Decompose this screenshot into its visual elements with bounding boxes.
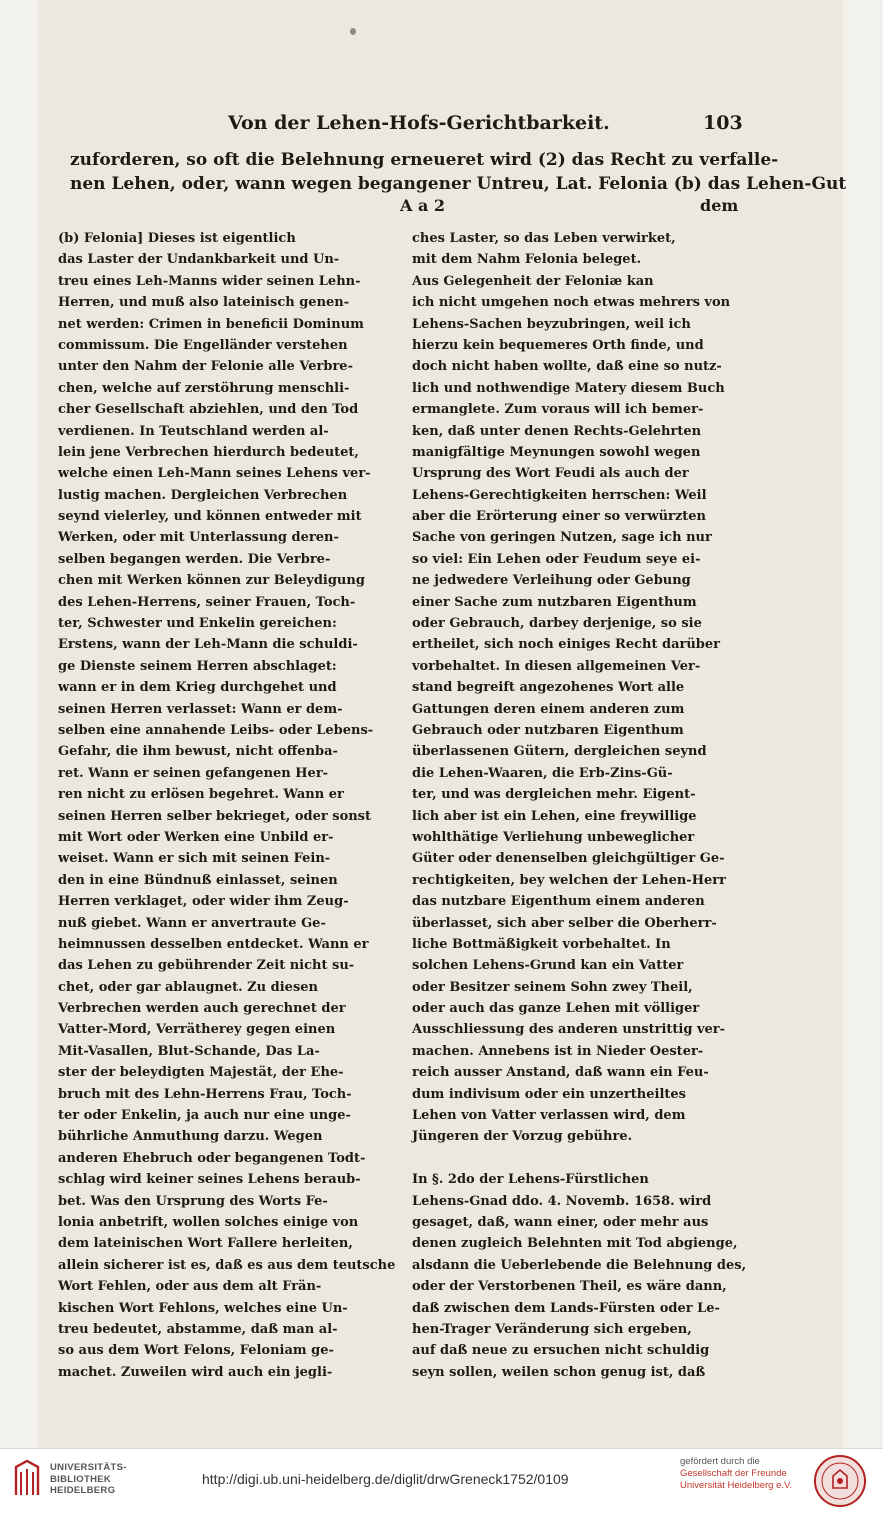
text-line: Ursprung des Wort Feudi als auch der bbox=[412, 466, 689, 482]
text-line: Sache von geringen Nutzen, sage ich nur bbox=[412, 530, 712, 546]
catchword: dem bbox=[700, 196, 739, 215]
sponsor-line: Gesellschaft der Freunde bbox=[680, 1468, 787, 1479]
university-seal-icon bbox=[813, 1454, 867, 1508]
text-line: chen, welche auf zerstöhrung menschli- bbox=[58, 380, 350, 396]
text-line: ken, daß unter denen Rechts-Gelehrten bbox=[412, 423, 702, 439]
text-line: ster der beleydigten Majestät, der Ehe- bbox=[58, 1065, 344, 1081]
text-line: heimnussen desselben entdecket. Wann er bbox=[58, 936, 369, 952]
text-line: ches Laster, so das Leben verwirket, bbox=[412, 231, 676, 246]
text-line: gesaget, daß, wann einer, oder mehr aus bbox=[412, 1214, 709, 1230]
text-line: In §. 2do der Lehens-Fürstlichen bbox=[412, 1172, 649, 1188]
text-line: Gefahr, die ihm bewust, nicht offenba- bbox=[58, 744, 338, 760]
text-line: unter den Nahm der Felonie alle Verbre- bbox=[58, 359, 353, 375]
text-line: selben begangen werden. Die Verbre- bbox=[58, 551, 331, 567]
text-line: ne jedwedere Verleihung oder Gebung bbox=[412, 573, 691, 589]
text-line: nuß giebet. Wann er anvertraute Ge- bbox=[58, 915, 326, 931]
text-line: Gebrauch oder nutzbaren Eigenthum bbox=[412, 722, 684, 738]
spot-mark bbox=[350, 28, 356, 35]
text-line: ter oder Enkelin, ja auch nur eine unge- bbox=[58, 1108, 351, 1124]
text-line: Werken, oder mit Unterlassung deren- bbox=[58, 530, 339, 546]
text-line: stand begreift angezohenes Wort alle bbox=[412, 680, 685, 696]
text-line: des Lehen-Herrens, seiner Frauen, Toch- bbox=[58, 594, 356, 610]
paragraph-gap bbox=[412, 1148, 742, 1169]
signature-mark: A a 2 bbox=[400, 196, 446, 215]
text-line: mit Wort oder Werken eine Unbild er- bbox=[58, 829, 334, 845]
text-line: Herren, und muß also lateinisch genen- bbox=[58, 295, 350, 311]
page-number: 103 bbox=[703, 112, 743, 134]
text-line: treu eines Leh-Manns wider seinen Lehn- bbox=[58, 273, 361, 289]
text-line: das Laster der Undankbarkeit und Un- bbox=[58, 252, 340, 268]
library-logo-icon bbox=[12, 1459, 42, 1499]
library-name bbox=[50, 1462, 127, 1497]
text-line: so aus dem Wort Felons, Feloniam ge- bbox=[58, 1343, 334, 1359]
text-line: Gattungen deren einem anderen zum bbox=[412, 701, 685, 717]
text-line: denen zugleich Belehnten mit Tod abgienge, bbox=[412, 1236, 738, 1252]
text-line: machen. Annebens ist in Nieder Oester- bbox=[412, 1043, 704, 1059]
text-line: chen mit Werken können zur Beleydigung bbox=[58, 573, 365, 589]
text-line: den in eine Bündnuß einlasset, seinen bbox=[58, 872, 338, 888]
text-line: auf daß neue zu ersuchen nicht schuldig bbox=[412, 1343, 710, 1359]
text-line: allein sicherer ist es, daß es aus dem teutsche bbox=[58, 1257, 396, 1273]
text-line: lustig machen. Dergleichen Verbrechen bbox=[58, 487, 348, 503]
text-line: weiset. Wann er sich mit seinen Fein- bbox=[58, 851, 331, 867]
intro-line-2: nen Lehen, oder, wann wegen begangener Untreu, Lat. Felonia (b) das Lehen-Gut bbox=[70, 174, 847, 194]
sponsor-line: Universität Heidelberg e.V. bbox=[680, 1480, 793, 1491]
text-line: lonia anbetrift, wollen solches einige von bbox=[58, 1214, 359, 1230]
text-line: chet, oder gar ablaugnet. Zu diesen bbox=[58, 979, 318, 995]
text-line: die Lehen-Waaren, die Erb-Zins-Gü- bbox=[412, 765, 673, 781]
sponsor-text bbox=[680, 1456, 792, 1492]
left-column bbox=[58, 228, 398, 1383]
text-line: (b) Felonia] Dieses ist eigentlich bbox=[58, 231, 296, 246]
text-line: ertheilet, sich noch einiges Recht darüber bbox=[412, 637, 721, 653]
library-line: UNIVERSITÄTS- bbox=[50, 1462, 127, 1473]
text-line: Aus Gelegenheit der Feloniæ kan bbox=[412, 273, 654, 289]
text-line: einer Sache zum nutzbaren Eigenthum bbox=[412, 594, 697, 610]
text-line: wohlthätige Verliehung unbeweglicher bbox=[412, 829, 695, 845]
text-line: dem lateinischen Wort Fallere herleiten, bbox=[58, 1236, 353, 1252]
text-line: schlag wird keiner seines Lehens beraub- bbox=[58, 1172, 361, 1188]
text-line: lein jene Verbrechen hierdurch bedeutet, bbox=[58, 444, 359, 460]
text-line: ter, Schwester und Enkelin gereichen: bbox=[58, 616, 337, 632]
text-line: ich nicht umgehen noch etwas mehrers von bbox=[412, 295, 731, 311]
text-line: liche Bottmäßigkeit vorbehaltet. In bbox=[412, 936, 671, 952]
text-line: Verbrechen werden auch gerechnet der bbox=[58, 1001, 346, 1017]
text-line: doch nicht haben wollte, daß eine so nutz- bbox=[412, 359, 722, 375]
text-line: Lehens-Sachen beyzubringen, weil ich bbox=[412, 316, 691, 332]
library-line: HEIDELBERG bbox=[50, 1485, 116, 1496]
text-line: Vatter-Mord, Verrätherey gegen einen bbox=[58, 1022, 336, 1038]
text-line: Wort Fehlen, oder aus dem alt Frän- bbox=[58, 1279, 322, 1295]
text-line: überlasset, sich aber selber die Oberherr- bbox=[412, 915, 717, 931]
text-line: überlassenen Gütern, dergleichen seynd bbox=[412, 744, 707, 760]
intro-line-1: zuforderen, so oft die Belehnung erneueret wird (2) das Recht zu verfalle- bbox=[70, 150, 779, 170]
text-line: selben eine annahende Leibs- oder Lebens- bbox=[58, 722, 374, 738]
text-line: kischen Wort Fehlons, welches eine Un- bbox=[58, 1300, 348, 1316]
text-line: verdienen. In Teutschland werden al- bbox=[58, 423, 329, 439]
text-line: dum indivisum oder ein unzertheiltes bbox=[412, 1086, 686, 1102]
text-line: hen-Trager Veränderung sich ergeben, bbox=[412, 1321, 692, 1337]
text-line: oder Gebrauch, darbey derjenige, so sie bbox=[412, 616, 702, 632]
text-line: seinen Herren selber bekrieget, oder sonst bbox=[58, 808, 372, 824]
text-line: Lehens-Gnad ddo. 4. Novemb. 1658. wird bbox=[412, 1193, 712, 1209]
text-line: seynd vielerley, und können entweder mit bbox=[58, 509, 362, 525]
library-line: BIBLIOTHEK bbox=[50, 1473, 112, 1485]
text-line: reich ausser Anstand, daß wann ein Feu- bbox=[412, 1065, 709, 1081]
text-line: vorbehaltet. In diesen allgemeinen Ver- bbox=[412, 658, 701, 674]
text-line: Ausschliessung des anderen unstrittig ver- bbox=[412, 1022, 726, 1038]
text-line: Lehen von Vatter verlassen wird, dem bbox=[412, 1108, 686, 1124]
text-line: Herren verklaget, oder wider ihm Zeug- bbox=[58, 894, 349, 910]
document-url-link[interactable]: http://digi.ub.uni-heidelberg.de/diglit/drwGreneck1752/0109 bbox=[202, 1471, 569, 1487]
text-line: ermanglete. Zum voraus will ich bemer- bbox=[412, 402, 704, 418]
text-line: mit dem Nahm Felonia beleget. bbox=[412, 252, 642, 268]
text-line: net werden: Crimen in beneficii Dominum bbox=[58, 316, 364, 332]
text-line: das nutzbare Eigenthum einem anderen bbox=[412, 894, 705, 910]
text-line: bührliche Anmuthung darzu. Wegen bbox=[58, 1129, 323, 1145]
text-line: Jüngeren der Vorzug gebühre. bbox=[412, 1129, 633, 1145]
text-line: machet. Zuweilen wird auch ein jegli- bbox=[58, 1364, 333, 1380]
text-line: daß zwischen dem Lands-Fürsten oder Le- bbox=[412, 1300, 720, 1316]
running-head: Von der Lehen-Hofs-Gerichtbarkeit. bbox=[228, 112, 610, 134]
text-line: ret. Wann er seinen gefangenen Her- bbox=[58, 765, 329, 781]
text-line: treu bedeutet, abstamme, daß man al- bbox=[58, 1321, 338, 1337]
text-line: lich aber ist ein Lehen, eine freywillige bbox=[412, 808, 697, 824]
text-line: oder auch das ganze Lehen mit völliger bbox=[412, 1001, 700, 1017]
text-line: wann er in dem Krieg durchgehet und bbox=[58, 680, 337, 696]
text-line: commissum. Die Engelländer verstehen bbox=[58, 337, 348, 353]
text-line: aber die Erörterung einer so verwürzten bbox=[412, 509, 707, 525]
text-line: seinen Herren verlasset: Wann er dem- bbox=[58, 701, 343, 717]
text-line: seyn sollen, weilen schon genug ist, daß bbox=[412, 1364, 706, 1380]
text-line: Lehens-Gerechtigkeiten herrschen: Weil bbox=[412, 487, 707, 503]
text-line: rechtigkeiten, bey welchen der Lehen-Herr bbox=[412, 872, 726, 888]
text-line: das Lehen zu gebührender Zeit nicht su- bbox=[58, 958, 355, 974]
text-line: oder der Verstorbenen Theil, es wäre dann, bbox=[412, 1279, 727, 1295]
text-line: anderen Ehebruch oder begangenen Todt- bbox=[58, 1150, 366, 1166]
text-line: Güter oder denenselben gleichgültiger Ge- bbox=[412, 851, 725, 867]
text-line: hierzu kein bequemeres Orth finde, und bbox=[412, 337, 704, 353]
text-line: lich und nothwendige Matery diesem Buch bbox=[412, 380, 725, 396]
text-line: ren nicht zu erlösen begehret. Wann er bbox=[58, 787, 344, 803]
text-line: solchen Lehens-Grund kan ein Vatter bbox=[412, 958, 684, 974]
right-column bbox=[412, 228, 747, 1383]
text-line: oder Besitzer seinem Sohn zwey Theil, bbox=[412, 979, 693, 995]
text-line: cher Gesellschaft abziehlen, und den Tod bbox=[58, 402, 359, 418]
text-line: welche einen Leh-Mann seines Lehens ver- bbox=[58, 466, 371, 482]
viewer-footer bbox=[0, 1448, 883, 1514]
sponsor-line: gefördert durch die bbox=[680, 1456, 760, 1467]
text-line: bet. Was den Ursprung des Worts Fe- bbox=[58, 1193, 328, 1209]
text-line: ge Dienste seinem Herren abschlaget: bbox=[58, 658, 337, 674]
text-line: so viel: Ein Lehen oder Feudum seye ei- bbox=[412, 551, 701, 567]
text-line: bruch mit des Lehn-Herrens Frau, Toch- bbox=[58, 1086, 352, 1102]
text-line: Mit-Vasallen, Blut-Schande, Das La- bbox=[58, 1043, 320, 1059]
text-line: ter, und was dergleichen mehr. Eigent- bbox=[412, 787, 696, 803]
text-line: manigfältige Meynungen sowohl wegen bbox=[412, 444, 701, 460]
text-line: alsdann die Ueberlebende die Belehnung des, bbox=[412, 1257, 747, 1273]
text-line: Erstens, wann der Leh-Mann die schuldi- bbox=[58, 637, 358, 653]
